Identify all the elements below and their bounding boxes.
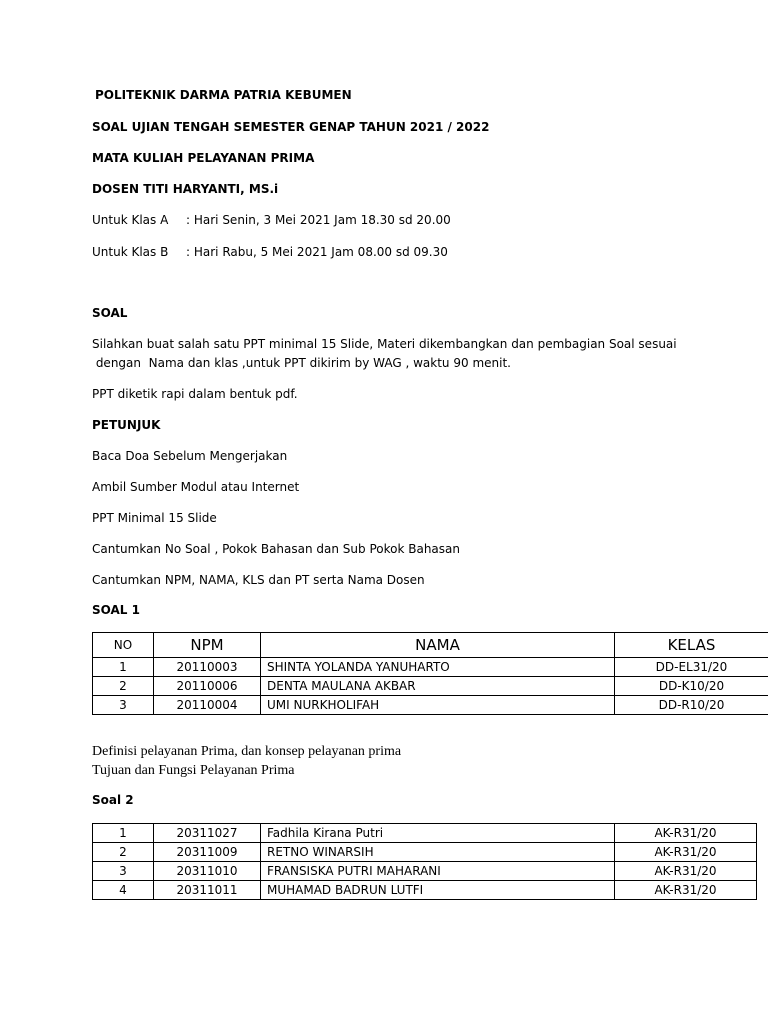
column-header-npm: NPM (154, 633, 261, 658)
cell-nama: UMI NURKHOLIFAH (261, 696, 615, 715)
course-title: MATA KULIAH PELAYANAN PRIMA (92, 151, 315, 165)
table-row (93, 696, 768, 715)
soal-instruction-line3: PPT diketik rapi dalam bentuk pdf. (92, 387, 298, 401)
cell-npm: 20110003 (154, 658, 261, 677)
cell-npm: 20110004 (154, 696, 261, 715)
cell-npm: 20311011 (154, 881, 261, 900)
soal-heading: SOAL (92, 306, 128, 320)
petunjuk-heading: PETUNJUK (92, 418, 161, 432)
lecturer-name: DOSEN TITI HARYANTI, MS.i (92, 182, 279, 196)
table-row (93, 881, 757, 900)
table-row (93, 658, 768, 677)
cell-nama: Fadhila Kirana Putri (261, 824, 615, 843)
column-header-kelas: KELAS (615, 633, 768, 658)
soal1-table (92, 632, 768, 715)
table-row (93, 862, 757, 881)
cell-no: 1 (93, 824, 154, 843)
petunjuk-item: Baca Doa Sebelum Mengerjakan (92, 449, 288, 463)
schedule-class-b (92, 245, 168, 260)
schedule-class-a (92, 213, 168, 228)
cell-kelas: AK-R31/20 (615, 843, 757, 862)
soal2-heading: Soal 2 (92, 793, 134, 807)
cell-no: 2 (93, 843, 154, 862)
soal1-heading: SOAL 1 (92, 603, 140, 617)
cell-kelas: AK-R31/20 (615, 862, 757, 881)
cell-npm: 20311027 (154, 824, 261, 843)
cell-kelas: AK-R31/20 (615, 881, 757, 900)
cell-kelas: DD-EL31/20 (615, 658, 768, 677)
soal-instruction-line2: dengan Nama dan klas ,untuk PPT dikirim by WAG , waktu 90 menit. (92, 356, 511, 370)
cell-nama: FRANSISKA PUTRI MAHARANI (261, 862, 615, 881)
cell-nama: RETNO WINARSIH (261, 843, 615, 862)
petunjuk-item: Cantumkan NPM, NAMA, KLS dan PT serta Nama Dosen (92, 573, 425, 587)
schedule-a-label: Untuk Klas A (92, 213, 169, 227)
soal1-topic-line2: Tujuan dan Fungsi Pelayanan Prima (92, 763, 295, 778)
cell-npm: 20311010 (154, 862, 261, 881)
soal-instruction-line1: Silahkan buat salah satu PPT minimal 15 Slide, Materi dikembangkan dan pembagian Soal sesuai (92, 337, 677, 351)
cell-npm: 20110006 (154, 677, 261, 696)
cell-nama: MUHAMAD BADRUN LUTFI (261, 881, 615, 900)
schedule-a-value: : Hari Senin, 3 Mei 2021 Jam 18.30 sd 20.00 (186, 213, 451, 227)
cell-no: 2 (93, 677, 154, 696)
cell-kelas: DD-K10/20 (615, 677, 768, 696)
cell-nama: DENTA MAULANA AKBAR (261, 677, 615, 696)
column-header-nama: NAMA (261, 633, 615, 658)
table-header-row (93, 633, 768, 658)
schedule-b-label: Untuk Klas B (92, 245, 169, 259)
cell-kelas: DD-R10/20 (615, 696, 768, 715)
cell-no: 4 (93, 881, 154, 900)
table-row (93, 824, 757, 843)
cell-no: 3 (93, 696, 154, 715)
exam-title: SOAL UJIAN TENGAH SEMESTER GENAP TAHUN 2021 / 2022 (92, 120, 490, 134)
cell-nama: SHINTA YOLANDA YANUHARTO (261, 658, 615, 677)
institution-name: POLITEKNIK DARMA PATRIA KEBUMEN (95, 88, 352, 102)
schedule-b-value: : Hari Rabu, 5 Mei 2021 Jam 08.00 sd 09.30 (186, 245, 448, 259)
petunjuk-item: PPT Minimal 15 Slide (92, 511, 217, 525)
table-row (93, 843, 757, 862)
cell-no: 3 (93, 862, 154, 881)
soal2-table (92, 823, 757, 900)
column-header-no: NO (93, 633, 154, 658)
table-row (93, 677, 768, 696)
soal1-topic-line1: Definisi pelayanan Prima, dan konsep pelayanan prima (92, 744, 402, 759)
cell-npm: 20311009 (154, 843, 261, 862)
petunjuk-item: Cantumkan No Soal , Pokok Bahasan dan Sub Pokok Bahasan (92, 542, 460, 556)
cell-kelas: AK-R31/20 (615, 824, 757, 843)
cell-no: 1 (93, 658, 154, 677)
petunjuk-item: Ambil Sumber Modul atau Internet (92, 480, 300, 494)
